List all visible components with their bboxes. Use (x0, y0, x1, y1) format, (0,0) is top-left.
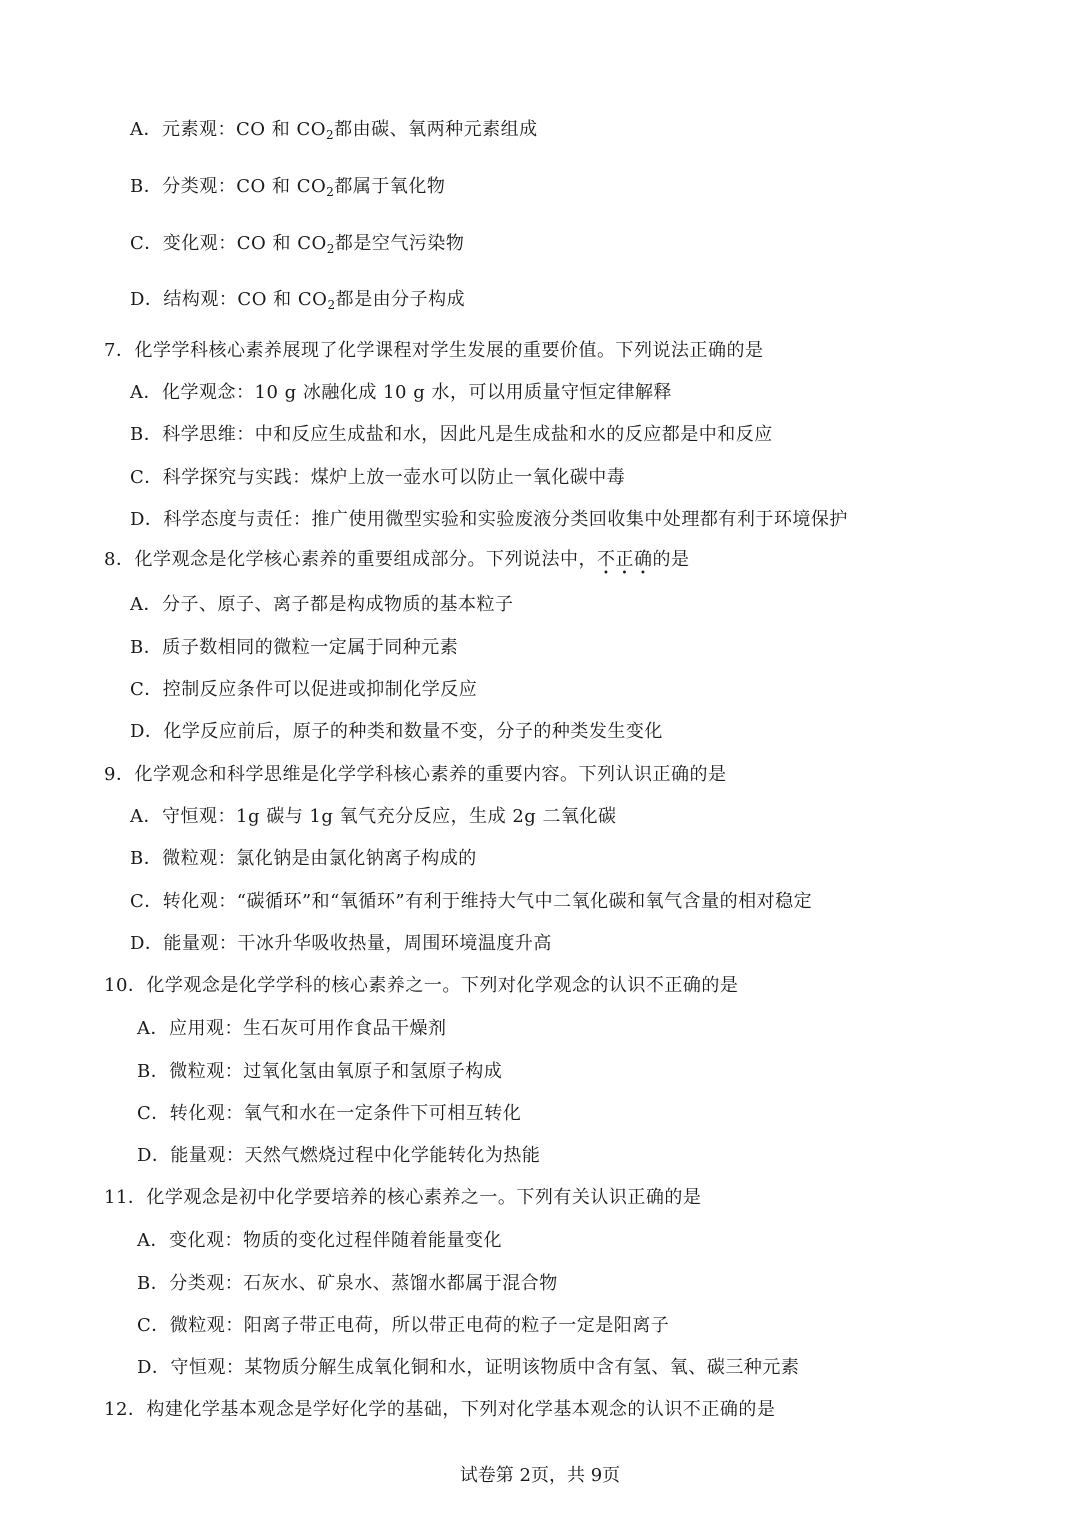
q6-option-d: D．结构观：CO 和 $CO_2$都是由分子构成 (130, 289, 466, 312)
q10-option-c: C．转化观：氧气和水在一定条件下可相互转化 (137, 1103, 522, 1124)
q8-emphasis: 不正确 • • • (596, 549, 653, 579)
q8-option-c: C．控制反应条件可以促进或抑制化学反应 (130, 679, 478, 700)
q9-option-b: B．微粒观：氯化钠是由氯化钠离子构成的 (130, 848, 477, 869)
q8-option-d: D．化学反应前后，原子的种类和数量不变，分子的种类发生变化 (130, 721, 663, 742)
q11-stem: 11．化学观念是初中化学要培养的核心素养之一。下列有关认识正确的是 (104, 1187, 702, 1208)
q9-option-d: D．能量观：干冰升华吸收热量，周围环境温度升高 (130, 933, 552, 954)
q7-option-a: A．化学观念：10 g 冰融化成 10 g 水，可以用质量守恒定律解释 (130, 382, 672, 403)
q10-stem: 10．化学观念是化学学科的核心素养之一。下列对化学观念的认识不正确的是 (104, 975, 739, 996)
q10-option-d: D．能量观：天然气燃烧过程中化学能转化为热能 (137, 1145, 541, 1166)
q8-option-b: B．质子数相同的微粒一定属于同种元素 (130, 637, 459, 658)
q7-option-c: C．科学探究与实践：煤炉上放一壶水可以防止一氧化碳中毒 (130, 467, 626, 488)
q11-option-c: C．微粒观：阳离子带正电荷，所以带正电荷的粒子一定是阳离子 (137, 1315, 670, 1336)
q11-option-a: A．变化观：物质的变化过程伴随着能量变化 (137, 1230, 502, 1251)
q6-option-b: B．分类观：CO 和 $CO_2$都属于氧化物 (130, 176, 446, 199)
page-footer: 试卷第 2页，共 9页 (459, 1465, 621, 1486)
q12-stem: 12．构建化学基本观念是学好化学的基础，下列对化学基本观念的认识不正确的是 (104, 1399, 776, 1420)
q10-option-b: B．微粒观：过氧化氢由氧原子和氢原子构成 (137, 1061, 503, 1082)
q7-stem: 7．化学学科核心素养展现了化学课程对学生发展的重要价值。下列说法正确的是 (104, 340, 764, 361)
q10-option-a: A．应用观：生石灰可用作食品干燥剂 (137, 1018, 447, 1039)
q7-option-d: D．科学态度与责任：推广使用微型实验和实验废液分类回收集中处理都有利于环境保护 (130, 509, 848, 530)
q8-stem: 8．化学观念是化学核心素养的重要组成部分。下列说法中，不正确 • • • 的是 (104, 549, 690, 579)
q6-option-a: A．元素观：CO 和 $CO_2$都由碳、氧两种元素组成 (130, 119, 538, 142)
q11-option-d: D．守恒观：某物质分解生成氧化铜和水，证明该物质中含有氢、氧、碳三种元素 (137, 1357, 800, 1378)
q11-option-b: B．分类观：石灰水、矿泉水、蒸馏水都属于混合物 (137, 1273, 558, 1294)
q9-stem: 9．化学观念和科学思维是化学学科核心素养的重要内容。下列认识正确的是 (104, 764, 727, 785)
q9-option-c: C．转化观：“碳循环”和“氧循环”有利于维持大气中二氧化碳和氧气含量的相对稳定 (130, 891, 813, 912)
q8-option-a: A．分子、原子、离子都是构成物质的基本粒子 (130, 594, 514, 615)
q6-option-c: C．变化观：CO 和 $CO_2$都是空气污染物 (130, 233, 465, 256)
q7-option-b: B．科学思维：中和反应生成盐和水，因此凡是生成盐和水的反应都是中和反应 (130, 424, 773, 445)
q9-option-a: A．守恒观：1g 碳与 1g 氧气充分反应，生成 2g 二氧化碳 (130, 806, 617, 827)
